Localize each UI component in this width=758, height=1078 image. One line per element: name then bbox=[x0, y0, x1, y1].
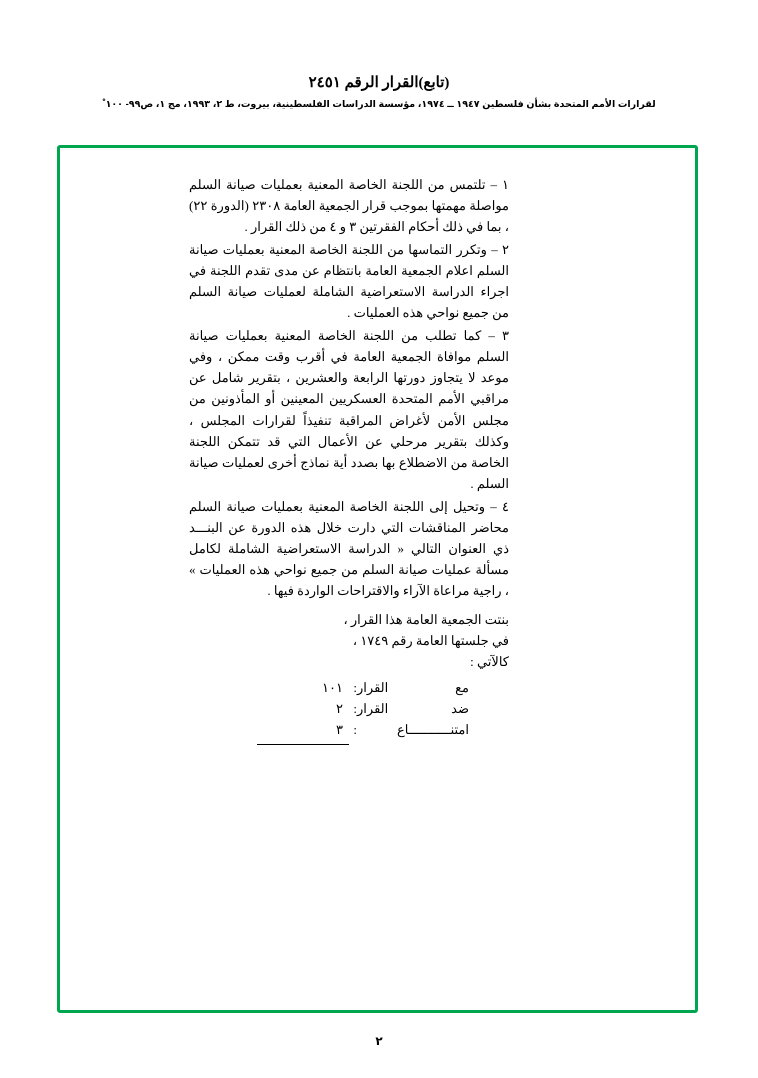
page-title: (تابع)القرار الرقم ٢٤٥١ bbox=[308, 75, 450, 91]
vote-row-abstain bbox=[254, 720, 469, 741]
vote-label-abstain: امتنـــــــــــاع bbox=[396, 721, 469, 737]
source-citation: لقرارات الأمم المتحدة بشأن فلسطين ١٩٤٧ ــ ١٩٧٤، مؤسسة الدراسات الفلسطينية، بيروت، ط ٢، ١٩٩٣، مج ١، ص٩٩- ١٠٠ ْ bbox=[102, 99, 656, 110]
content-frame bbox=[57, 145, 698, 1013]
closing-line-3: كالآتي : bbox=[470, 654, 509, 670]
vote-row-for bbox=[254, 678, 469, 699]
vote-label-against: ضد القرار bbox=[357, 700, 469, 716]
vote-count-abstain: ٣ bbox=[336, 721, 343, 737]
vote-colon-abstain: : bbox=[353, 721, 357, 737]
vote-count-against: ٢ bbox=[336, 700, 343, 716]
page-number: ٢ bbox=[375, 1034, 383, 1048]
vote-label-for: مع القرار bbox=[357, 680, 469, 696]
closing-statement bbox=[189, 609, 509, 672]
document-header bbox=[0, 74, 758, 111]
vote-tally bbox=[254, 678, 469, 745]
tally-underline bbox=[257, 744, 349, 745]
paragraph-2: ٢ – وتكرر التماسها من اللجنة الخاصة المعنية بعمليات صيانة السلم اعلام الجمعية العامة بانتظام عن مدى تقدم اللجنة في اجراء الدراسة الاستعراضية الشاملة لعمليات صيانة السلم من جميع نواحي هذه العمليات . bbox=[189, 242, 509, 321]
closing-line-1: بنتت الجمعية العامة هذا القرار ، bbox=[343, 611, 509, 627]
paragraph-3: ٣ – كما تطلب من اللجنة الخاصة المعنية بعمليات صيانة السلم موافاة الجمعية العامة في أقرب وقت ممكن ، وفي موعد لا يتجاوز دورتها الرابعة والعشرين ، بتقرير شامل عن مراقبي الأمم المتحدة العسكريين المعينين أو المأذونين من مجلس الأمن لأغراض المراقبة تنفيذاً لقرارات المجلس ، وكذلك بتقرير مرحلي عن الأعمال التي قد تتمكن اللجنة الخاصة من الاضطلاع بها بصدد أية نماذج أخرى لعمليات صيانة السلم . bbox=[189, 328, 509, 491]
paragraph-4: ٤ – وتحيل إلى اللجنة الخاصة المعنية بعمليات صيانة السلم محاضر المناقشات التي دارت خلال هذه الدورة عن البنـــد ذي العنوان التالي « الدراسة الاستعراضية الشاملة لكامل مسألة عمليات صيانة السلم من جميع نواحي هذه العمليات » ، راجية مراعاة الآراء والاقتراحات الواردة فيها . bbox=[189, 498, 509, 598]
closing-line-2: في جلستها العامة رقم ١٧٤٩ ، bbox=[352, 632, 509, 648]
resolution-body bbox=[189, 174, 509, 745]
vote-colon-against: : bbox=[353, 700, 357, 716]
vote-colon-for: : bbox=[353, 680, 357, 696]
vote-row-against bbox=[254, 699, 469, 720]
paragraph-1: ١ – تلتمس من اللجنة الخاصة المعنية بعمليات صيانة السلم مواصلة مهمتها بموجب قرار الجمعية العامة ٢٣٠٨ (الدورة ٢٢) ، بما في ذلك أحكام الفقرتين ٣ و ٤ من ذلك القرار . bbox=[189, 177, 510, 235]
vote-count-for: ١٠١ bbox=[322, 680, 343, 696]
